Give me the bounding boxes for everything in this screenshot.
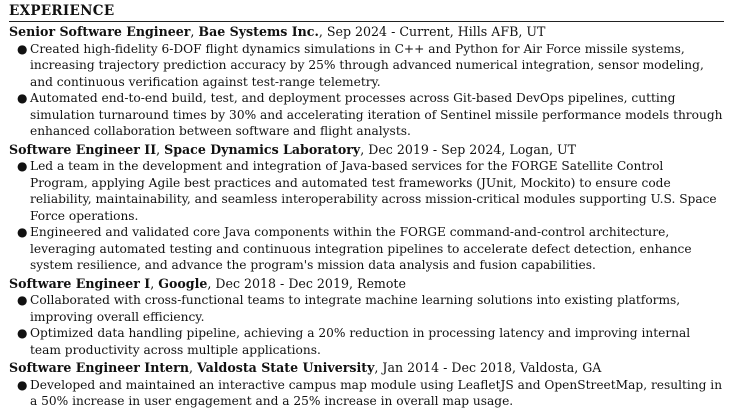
section-title: EXPERIENCE [9, 3, 724, 22]
bullet-text: Created high-fidelity 6-DOF flight dynamics simulations in C++ and Python for Air Force missile systems, increasing trajectory prediction accuracy by 25% through advanced numerical integration, sensor modeling, and continuous verification against test-range telemetry. [30, 41, 704, 89]
job-entry [9, 142, 724, 274]
bullet-item [14, 41, 724, 91]
job-details: , Sep 2024 - Current, Hills AFB, UT [318, 24, 546, 39]
job-entry [9, 360, 724, 410]
bullet-text: Collaborated with cross-functional teams to integrate machine learning solutions into existing platforms, improving overall efficiency. [30, 293, 681, 324]
bullet-icon: ● [17, 326, 28, 340]
bullet-text: Automated end-to-end build, test, and deployment processes across Git-based DevOps pipelines, cutting simulation turnaround times by 30% and accelerating iteration of Sentinel missile performance models through enhanced collaboration between software and flight analysts. [30, 91, 723, 138]
job-title: Senior Software Engineer [9, 24, 191, 39]
bullet-icon: ● [17, 91, 28, 105]
bullet-item [14, 325, 724, 358]
bullet-list [9, 377, 724, 410]
bullet-list [9, 292, 724, 358]
bullet-text: Developed and maintained an interactive campus map module using LeafletJS and OpenStreetMap, resulting in a 50% increase in user engagement and a 25% increase in overall map usage. [30, 377, 723, 408]
job-company: Valdosta State University [197, 360, 375, 375]
job-title: Software Engineer Intern [9, 360, 189, 375]
job-company: Space Dynamics Laboratory [164, 141, 361, 157]
job-details: , Dec 2019 - Sep 2024, Logan, UT [360, 141, 577, 157]
bullet-item [14, 377, 724, 410]
job-company: Bae Systems Inc. [198, 24, 319, 39]
bullet-item [14, 90, 724, 140]
bullet-icon: ● [17, 41, 28, 56]
bullet-list [9, 41, 724, 140]
job-header: Software Engineer Intern, Valdosta State University, Jan 2014 - Dec 2018, Valdosta, GA [9, 360, 602, 375]
bullet-icon: ● [17, 377, 28, 392]
bullet-icon: ● [17, 159, 28, 173]
bullet-item [14, 292, 724, 325]
bullet-list [9, 158, 724, 274]
bullet-item [14, 158, 724, 224]
job-title: Software Engineer I [9, 275, 151, 291]
job-header: Senior Software Engineer, Bae Systems Inc., Sep 2024 - Current, Hills AFB, UT [9, 24, 546, 39]
job-company: Google [158, 275, 208, 291]
job-entry [9, 276, 724, 359]
job-title: Software Engineer II [9, 141, 157, 157]
bullet-text: Engineered and validated core Java components within the FORGE command-and-control architecture, leveraging automated testing and continuous integration pipelines to accelerate defect detection, enhance system resilience, and advance the program's mission data analysis and fusion capabilities. [30, 225, 692, 272]
job-header: Software Engineer II, Space Dynamics Laboratory, Dec 2019 - Sep 2024, Logan, UT [9, 141, 577, 157]
job-header: Software Engineer I, Google, Dec 2018 - Dec 2019, Remote [9, 275, 406, 291]
bullet-icon: ● [17, 225, 28, 239]
bullet-text: Led a team in the development and integration of Java-based services for the FORGE Satellite Control Program, applying Agile best practices and automated test frameworks (JUnit, Mockito) to ensure code reliability, maintainability, and seamless interoperability across mission-critical modules supporting U.S. Space Force operations. [30, 159, 717, 223]
job-entry [9, 24, 724, 140]
job-details: , Dec 2018 - Dec 2019, Remote [207, 275, 406, 291]
job-details: , Jan 2014 - Dec 2018, Valdosta, GA [374, 360, 602, 375]
bullet-icon: ● [17, 293, 28, 307]
bullet-item [14, 224, 724, 274]
bullet-text: Optimized data handling pipeline, achieving a 20% reduction in processing latency and improving internal team productivity across multiple applications. [30, 326, 691, 357]
